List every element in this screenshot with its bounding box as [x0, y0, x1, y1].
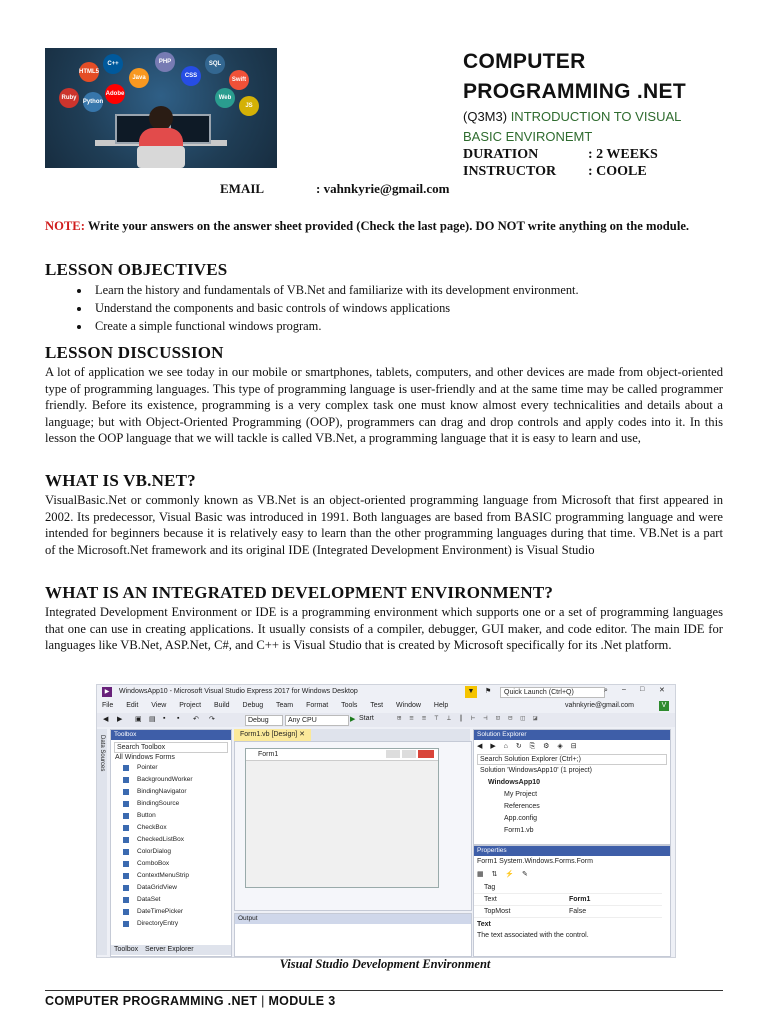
- toolbox-item[interactable]: [111, 786, 221, 798]
- save-all-icon[interactable]: ▪: [177, 715, 180, 722]
- toolbox-item[interactable]: [111, 834, 221, 846]
- duration-value: : 2 WEEKS: [588, 147, 658, 162]
- open-icon[interactable]: ▤: [149, 716, 156, 723]
- form-maximize-icon: [402, 750, 416, 758]
- toolbox-item-label: ComboBox: [137, 860, 170, 867]
- toolbox-item[interactable]: [111, 822, 221, 834]
- objective-item: • Create a simple functional windows program.: [91, 317, 723, 335]
- filter-icon[interactable]: ▼: [465, 686, 477, 698]
- solution-explorer-panel: [473, 729, 671, 845]
- toolbox-item[interactable]: [111, 762, 221, 774]
- toolbox-search[interactable]: Search Toolbox: [114, 742, 228, 753]
- toolbox-header: Toolbox: [111, 730, 231, 740]
- menu-tools[interactable]: Tools: [341, 702, 358, 709]
- designer-tab-strip: [234, 729, 470, 741]
- server-explorer-tab[interactable]: Server Explorer: [145, 946, 194, 953]
- language-bubble: Java: [129, 68, 149, 88]
- vbnet-heading: WHAT IS VB.NET?: [45, 471, 196, 490]
- output-header: Output: [235, 914, 471, 924]
- toolbox-item-icon: [123, 825, 129, 831]
- form-title-bar: [246, 749, 438, 761]
- objective-item: • Learn the history and fundamentals of VB.Net and familiarize with its development environment.: [91, 281, 723, 299]
- email-value: : vahnkyrie@gmail.com: [316, 181, 450, 196]
- property-value: Form1: [569, 896, 591, 903]
- toolbox-group[interactable]: All Windows Forms: [115, 754, 175, 761]
- solution-toolbar[interactable]: ◀ ▶ ⌂ ↻ ⎘ ⚙ ◈ ⊟: [477, 743, 580, 750]
- toolbox-item[interactable]: [111, 882, 221, 894]
- note-label: NOTE:: [45, 219, 85, 233]
- menu-view[interactable]: View: [151, 702, 167, 709]
- toolbox-item-label: CheckedListBox: [137, 836, 184, 843]
- save-icon[interactable]: ▪: [163, 715, 166, 722]
- property-name: Text: [484, 896, 497, 903]
- footer-separator: |: [257, 994, 269, 1008]
- language-bubble: Ruby: [59, 88, 79, 108]
- designer-tab[interactable]: Form1.vb [Design] ✕: [234, 729, 311, 741]
- platform-select[interactable]: Any CPU: [285, 715, 349, 726]
- toolbox-item[interactable]: [111, 798, 221, 810]
- ide-heading: WHAT IS AN INTEGRATED DEVELOPMENT ENVIRONMENT?: [45, 583, 554, 602]
- menu-format[interactable]: Format: [306, 702, 329, 709]
- chair: [137, 146, 185, 168]
- instructor-label: INSTRUCTOR: [463, 164, 557, 179]
- toolbox-item[interactable]: [111, 870, 221, 882]
- toolbox-item-icon: [123, 789, 129, 795]
- objectives-list: [45, 281, 723, 335]
- properties-panel: [473, 845, 671, 957]
- toolbox-item-label: DateTimePicker: [137, 908, 183, 915]
- page-footer: [45, 990, 723, 1008]
- toolbox-tabs: [111, 945, 231, 955]
- toolbox-item-icon: [123, 873, 129, 879]
- menu-file[interactable]: File: [102, 702, 114, 709]
- language-bubble: Swift: [229, 70, 249, 90]
- property-value: False: [569, 908, 587, 915]
- toolbox-item-label: DataSet: [137, 896, 161, 903]
- toolbox-item-icon: [123, 849, 129, 855]
- vbnet-text: VisualBasic.Net or commonly known as VB.Net is an object-oriented programming language from Microsoft that first appeared in 2002. Its predecessor, Visual Basic was introduced in 1991. Both languages are based from BASIC programming language and were intended for beginners because it is relatively easy to learn than the other programming languages during that time. VB.Net is a part of the Microsoft.Net framework and its original IDE (Integrated Development Environment) is Visual Studio: [45, 493, 723, 557]
- toolbox-item[interactable]: [111, 774, 221, 786]
- data-sources-tab[interactable]: Data Sources: [99, 735, 105, 772]
- duration-label: DURATION: [463, 147, 539, 162]
- instructor-value: : COOLE: [588, 164, 647, 179]
- discussion-text: A lot of application we see today in our mobile or smartphones, tablets, computers, and other devices are made from object-oriented type of programming languages. This type of programming language is user-friendly and at the same time may be called programmer friendly. Before its existence, programming is a very complex task one must know almost every technicalities and details about a language; but with Object-Oriented Programming (OOP), programmers can drag and drop controls and apply codes into it. In this lesson the OOP language that we will tackle is called VB.Net, a programming language that it is easy to learn and use,: [45, 365, 723, 446]
- note: [45, 218, 723, 234]
- menu-team[interactable]: Team: [276, 702, 294, 709]
- toolbox-item-label: DirectoryEntry: [137, 920, 179, 927]
- subtitle-line-1: [463, 109, 681, 124]
- visual-studio-screenshot: [96, 684, 676, 958]
- properties-header: Properties: [474, 846, 670, 856]
- data-sources-strip[interactable]: [97, 729, 107, 955]
- toolbox-item[interactable]: [111, 906, 221, 918]
- menu-project[interactable]: Project: [179, 702, 202, 709]
- form-preview[interactable]: [245, 748, 439, 888]
- back-icon[interactable]: ◀: [103, 716, 109, 723]
- form-close-icon: [418, 750, 434, 758]
- language-bubble: CSS: [181, 66, 201, 86]
- properties-grid: [474, 882, 662, 918]
- project-node[interactable]: WindowsApp10: [488, 779, 541, 786]
- toolbox-item[interactable]: [111, 918, 221, 930]
- toolbox-list: [111, 762, 221, 930]
- subtitle-text-1: INTRODUCTION TO VISUAL: [510, 109, 682, 124]
- undo-icon[interactable]: ↶: [193, 716, 199, 723]
- output-panel: [234, 913, 472, 957]
- form-minimize-icon: [386, 750, 400, 758]
- toolbox-panel: [110, 729, 232, 957]
- layout-tools[interactable]: ⊞ ≡ ≡ ⊤ ⊥ ∥ ⊢ ⊣ ⊡ ⊟ ◫ ◪: [397, 714, 540, 722]
- toolbox-item-label: CheckBox: [137, 824, 167, 831]
- toolbox-item-icon: [123, 813, 129, 819]
- form-title: Form1: [258, 751, 279, 758]
- property-row[interactable]: [474, 906, 662, 918]
- toolbox-item-label: ContextMenuStrip: [137, 872, 190, 879]
- title-line-2: PROGRAMMING .NET: [463, 80, 686, 103]
- vs-toolbar: [97, 713, 675, 727]
- note-text: Write your answers on the answer sheet provided (Check the last page). DO NOT write anything on the module.: [87, 219, 690, 233]
- solution-node[interactable]: Solution 'WindowsApp10' (1 project): [480, 767, 593, 774]
- menu-edit[interactable]: Edit: [126, 702, 139, 709]
- language-bubble: Web: [215, 88, 235, 108]
- property-row[interactable]: [474, 894, 662, 906]
- app-config-node[interactable]: App.config: [504, 815, 538, 822]
- start-icon[interactable]: ▶: [350, 716, 356, 723]
- form1-node[interactable]: Form1.vb: [504, 827, 534, 834]
- vs-title-bar: [97, 685, 675, 699]
- language-bubble: HTML5: [79, 62, 99, 82]
- vs-logo-icon: ▶: [102, 687, 112, 697]
- toolbox-item-icon: [123, 777, 129, 783]
- account-avatar[interactable]: V: [659, 701, 669, 711]
- designer-surface: [234, 741, 472, 911]
- ide-text: Integrated Development Environment or IDE is a programming environment which supports one or a set of programming languages that one can use in creating applications. It usually consists of a compiler, debugger, GUI maker, and code editor. The main IDE for languages like VB.Net, ASP.Net, C#, and C++ is Visual Studio that is created by Microsoft specifically for its .Net platform.: [45, 605, 723, 653]
- properties-object[interactable]: Form1 System.Windows.Forms.Form: [477, 858, 593, 865]
- account-name[interactable]: vahnkyrie@gmail.com: [565, 702, 634, 709]
- properties-toolbar[interactable]: ▦ ⇅ ⚡ ✎: [477, 871, 531, 878]
- discussion-heading: LESSON DISCUSSION: [45, 343, 224, 362]
- property-name: TopMost: [484, 908, 511, 915]
- toolbox-item[interactable]: [111, 846, 221, 858]
- start-button[interactable]: Start: [359, 715, 374, 722]
- close-icon[interactable]: ✕: [659, 687, 665, 694]
- toolbox-item-icon: [123, 801, 129, 807]
- toolbox-item-label: Pointer: [137, 764, 158, 771]
- toolbox-item[interactable]: [111, 810, 221, 822]
- module-code: (Q3M3): [463, 109, 508, 124]
- language-bubble: JS: [239, 96, 259, 116]
- email-label: EMAIL: [220, 181, 265, 196]
- toolbox-item-icon: [123, 861, 129, 867]
- menu-test[interactable]: Test: [370, 702, 384, 709]
- toolbox-item-icon: [123, 897, 129, 903]
- language-bubble: Python: [83, 92, 103, 112]
- objective-item: • Understand the components and basic controls of windows applications: [91, 299, 723, 317]
- forward-icon[interactable]: ▶: [117, 716, 123, 723]
- menu-window[interactable]: Window: [396, 702, 421, 709]
- vs-window-title: WindowsApp10 - Microsoft Visual Studio Express 2017 for Windows Desktop: [119, 688, 358, 695]
- toolbox-tab[interactable]: Toolbox: [114, 946, 139, 953]
- toolbox-item-label: BackgroundWorker: [137, 776, 193, 783]
- property-desc: The text associated with the control.: [477, 932, 589, 939]
- menu-debug[interactable]: Debug: [242, 702, 264, 709]
- designer-tab-label: Form1.vb [Design]: [240, 731, 298, 738]
- toolbox-item-icon: [123, 765, 129, 771]
- language-bubble: SQL: [205, 54, 225, 74]
- title-line-1: COMPUTER: [463, 50, 586, 73]
- objectives-list-wrap: [45, 281, 723, 335]
- toolbox-item-icon: [123, 909, 129, 915]
- menu-help[interactable]: Help: [433, 702, 449, 709]
- objectives-heading: LESSON OBJECTIVES: [45, 260, 228, 279]
- toolbox-item-label: BindingNavigator: [137, 788, 187, 795]
- vs-menu-bar: [97, 700, 675, 712]
- solution-explorer-header: Solution Explorer: [474, 730, 670, 740]
- toolbox-item[interactable]: [111, 894, 221, 906]
- subtitle-line-2: BASIC ENVIRONEMT: [463, 129, 593, 144]
- header-illustration: [45, 48, 277, 168]
- search-icon[interactable]: ⌕: [604, 687, 608, 694]
- language-bubble: PHP: [155, 52, 175, 72]
- footer-course: COMPUTER PROGRAMMING .NET: [45, 994, 258, 1008]
- language-bubble: C++: [103, 54, 123, 74]
- toolbox-item-icon: [123, 885, 129, 891]
- toolbox-item[interactable]: [111, 858, 221, 870]
- menu-build[interactable]: Build: [214, 702, 230, 709]
- feedback-icon[interactable]: ⚑: [485, 688, 492, 695]
- toolbox-item-label: ColorDialog: [137, 848, 171, 855]
- maximize-icon[interactable]: □: [640, 686, 645, 693]
- language-bubble: Adobe: [105, 84, 125, 104]
- new-project-icon[interactable]: ▣: [135, 716, 142, 723]
- property-desc-title: Text: [477, 921, 491, 928]
- my-project-node[interactable]: My Project: [504, 791, 538, 798]
- quick-launch-input[interactable]: Quick Launch (Ctrl+Q): [500, 687, 605, 698]
- property-name: Tag: [484, 884, 496, 891]
- property-row[interactable]: [474, 882, 662, 894]
- toolbox-item-icon: [123, 921, 129, 927]
- footer-module: MODULE 3: [268, 994, 336, 1008]
- solution-search[interactable]: Search Solution Explorer (Ctrl+;): [477, 754, 667, 765]
- minimize-icon[interactable]: –: [622, 686, 626, 693]
- config-select[interactable]: Debug: [245, 715, 283, 726]
- redo-icon[interactable]: ↷: [209, 716, 215, 723]
- toolbox-item-icon: [123, 837, 129, 843]
- references-node[interactable]: References: [504, 803, 540, 810]
- toolbox-item-label: Button: [137, 812, 156, 819]
- toolbox-item-label: DataGridView: [137, 884, 177, 891]
- person-head: [149, 106, 173, 130]
- toolbox-item-label: BindingSource: [137, 800, 180, 807]
- figure-caption: Visual Studio Development Environment: [279, 957, 491, 971]
